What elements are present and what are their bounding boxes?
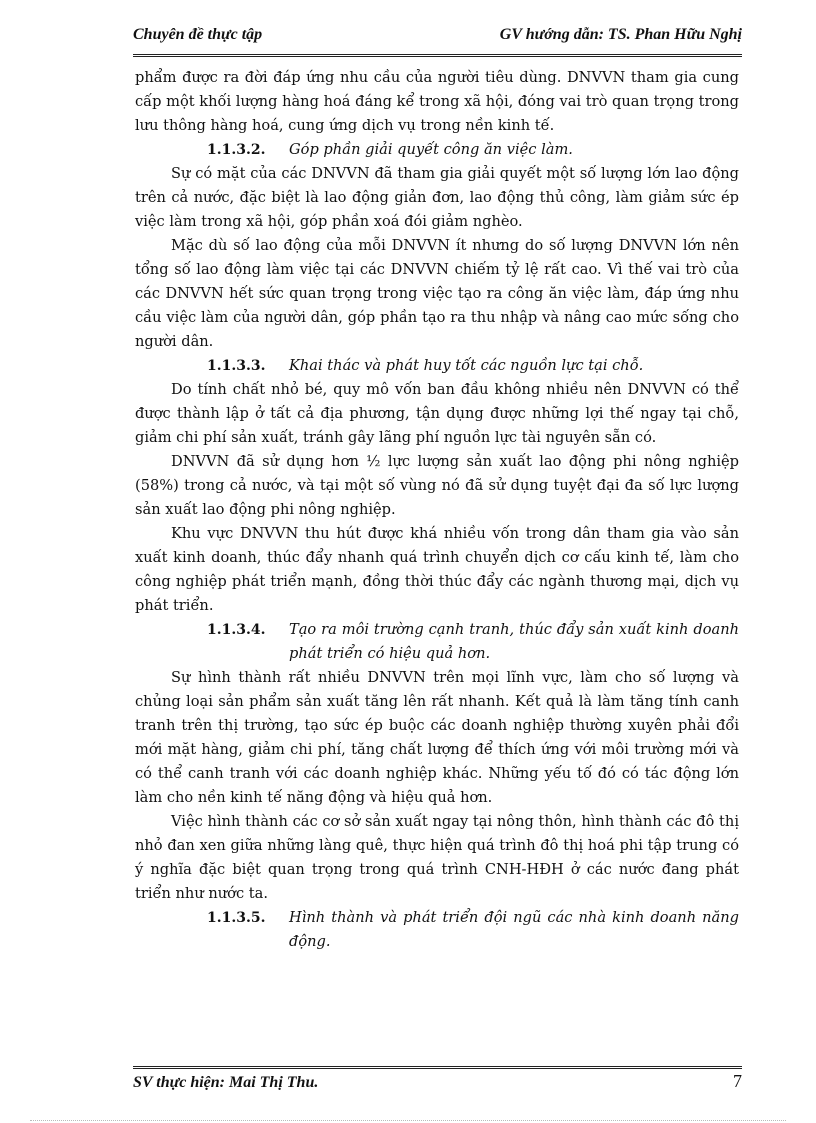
- section-number: 1.1.3.4.: [207, 622, 266, 638]
- paragraph: Sự có mặt của các DNVVN đã tham gia giải quyết một số lượng lớn lao động trên cả nước, đặc biệt là lao động giản đơn, lao động thủ công, làm giảm sức ép việc làm trong xã hội, góp phần xoá đói giảm nghèo.: [135, 165, 739, 230]
- paragraph: Mặc dù số lao động của mỗi DNVVN ít nhưng do số lượng DNVVN lớn nên tổng số lao động làm việc tại các DNVVN chiếm tỷ lệ rất cao. Vì thế vai trò của các DNVVN hết sức quan trọng trong việc tạo ra công ăn việc làm, đáp ứng nhu cầu việc làm của người dân, góp phần tạo ra thu nhập và nâng cao mức sống cho người dân.: [135, 237, 739, 350]
- page-number: 7: [733, 1071, 742, 1091]
- paragraph: phẩm được ra đời đáp ứng nhu cầu của người tiêu dùng. DNVVN tham gia cung cấp một khối lượng hàng hoá đáng kể trong xã hội, đóng vai trò quan trọng trong lưu thông hàng hoá, cung ứng dịch vụ trong nền kinh tế.: [135, 69, 739, 134]
- paragraph: Khu vực DNVVN thu hút được khá nhiều vốn trong dân tham gia vào sản xuất kinh doanh, thúc đẩy nhanh quá trình chuyển dịch cơ cấu kinh tế, làm cho công nghiệp phát triển mạnh, đồng thời thúc đẩy các ngành thương mại, dịch vụ phát triển.: [135, 525, 739, 614]
- page-header: [133, 24, 742, 57]
- section-heading-1-1-3-2: [135, 138, 739, 162]
- header-supervisor: GV hướng dẫn: TS. Phan Hữu Nghị: [499, 26, 742, 43]
- paragraph: Việc hình thành các cơ sở sản xuất ngay tại nông thôn, hình thành các đô thị nhỏ đan xen giữa những làng quê, thực hiện quá trình đô thị hoá phi tập trung có ý nghĩa đặc biệt quan trọng trong quá trình CNH-HĐH ở các nước đang phát triển như nước ta.: [135, 813, 739, 902]
- section-heading-1-1-3-4: [135, 618, 739, 666]
- section-number: 1.1.3.5.: [207, 910, 266, 926]
- section-title: Hình thành và phát triển đội ngũ các nhà kinh doanh năng động.: [289, 909, 739, 950]
- section-title: Góp phần giải quyết công ăn việc làm.: [289, 141, 573, 158]
- page-footer: [133, 1066, 742, 1099]
- section-number: 1.1.3.2.: [207, 142, 266, 158]
- section-heading-1-1-3-3: [135, 354, 739, 378]
- page-bottom-divider: [30, 1120, 786, 1121]
- section-title: Tạo ra môi trường cạnh tranh, thúc đẩy sản xuất kinh doanh phát triển có hiệu quả hơn.: [289, 621, 739, 662]
- section-heading-1-1-3-5: [135, 906, 739, 954]
- section-title: Khai thác và phát huy tốt các nguồn lực tại chỗ.: [289, 357, 644, 374]
- section-number: 1.1.3.3.: [207, 358, 266, 374]
- header-course-title: Chuyên đề thực tập: [133, 26, 263, 43]
- paragraph: Do tính chất nhỏ bé, quy mô vốn ban đầu không nhiều nên DNVVN có thể được thành lập ở tất cả địa phương, tận dụng được những lợi thế ngay tại chỗ, giảm chi phí sản xuất, tránh gây lãng phí nguồn lực tài nguyên sẵn có.: [135, 381, 739, 446]
- paragraph: Sự hình thành rất nhiều DNVVN trên mọi lĩnh vực, làm cho số lượng và chủng loại sản phẩm sản xuất tăng lên rất nhanh. Kết quả là làm tăng tính canh tranh trên thị trường, tạo sức ép buộc các doanh nghiệp thường xuyên phải đổi mới mặt hàng, giảm chi phí, tăng chất lượng để thích ứng với môi trường mới và có thể canh tranh với các doanh nghiệp khác. Những yếu tố đó có tác động lớn làm cho nền kinh tế năng động và hiệu quả hơn.: [135, 669, 739, 806]
- paragraph: DNVVN đã sử dụng hơn ½ lực lượng sản xuất lao động phi nông nghiệp (58%) trong cả nước, và tại một số vùng nó đã sử dụng tuyệt đại đa số lực lượng sản xuất lao động phi nông nghiệp.: [135, 453, 739, 518]
- footer-student: SV thực hiện: Mai Thị Thu.: [133, 1074, 319, 1091]
- page-body: [135, 66, 739, 954]
